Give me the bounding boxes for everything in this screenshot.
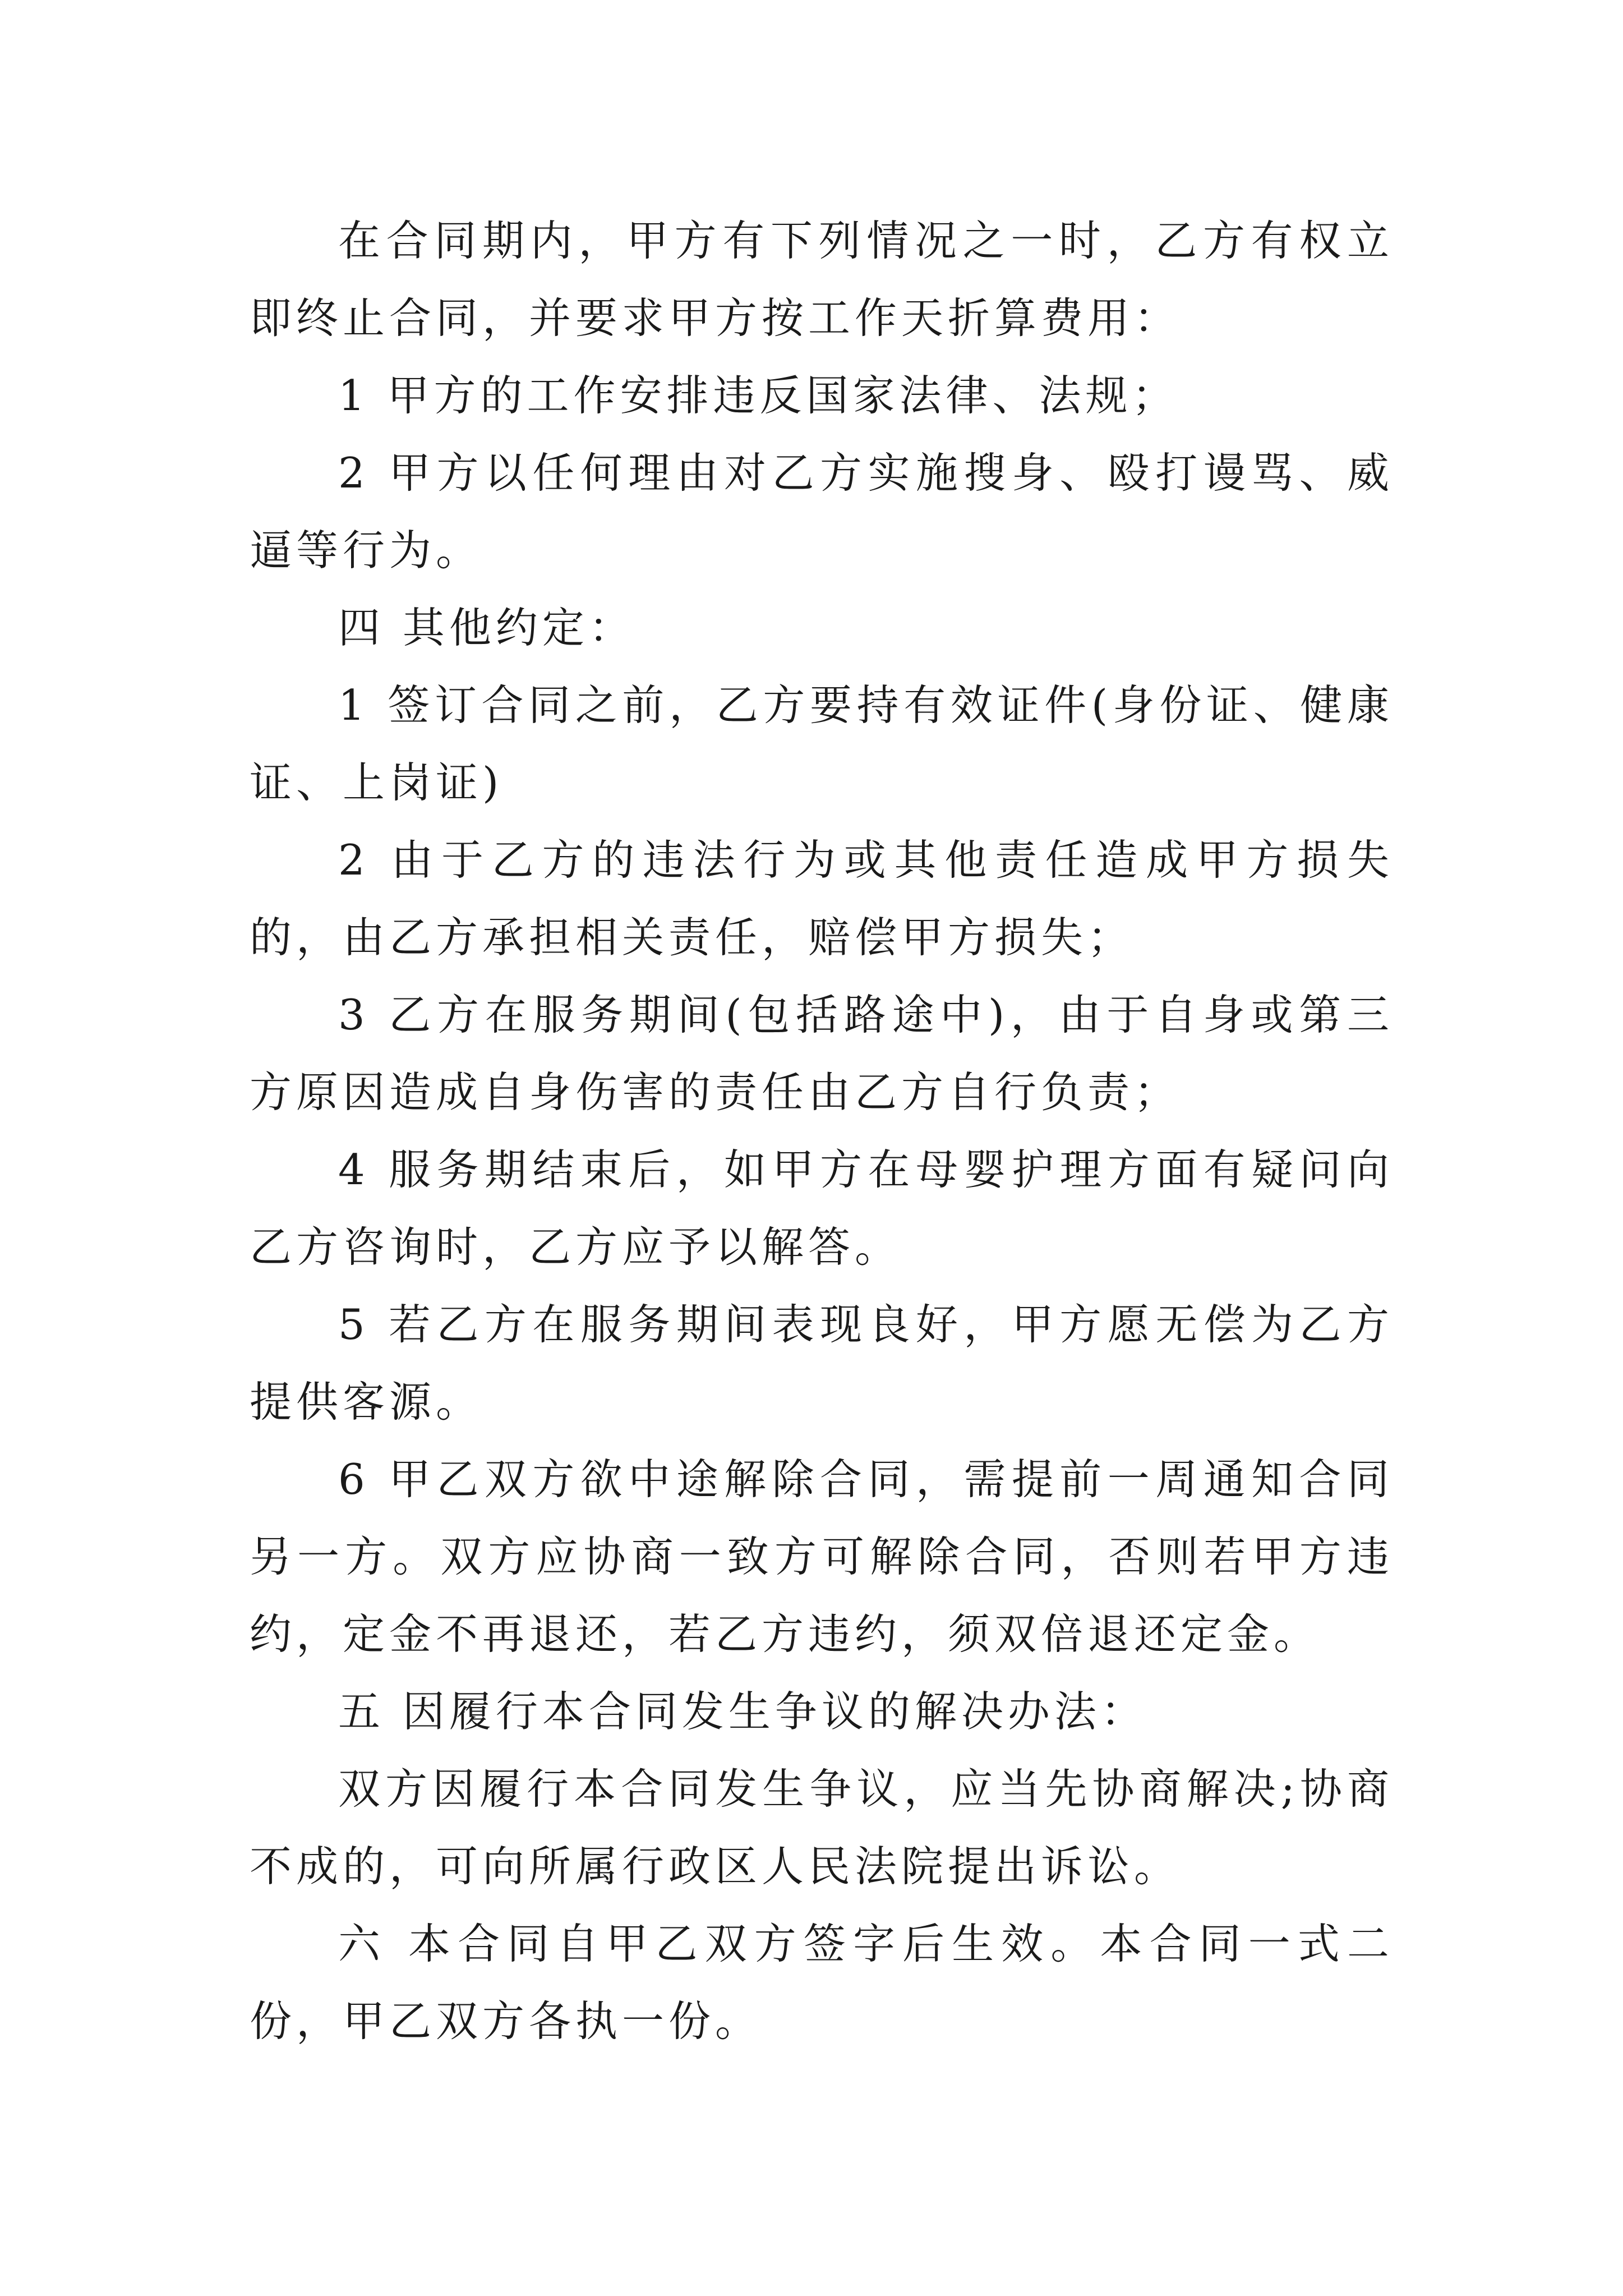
paragraph-termination-rights: 在合同期内，甲方有下列情况之一时，乙方有权立即终止合同，并要求甲方按工作天折算费用： — [250, 216, 1394, 343]
paragraph-other-1-certificates: 1 签订合同之前，乙方要持有效证件(身份证、健康证、上岗证) — [250, 680, 1394, 807]
paragraph-dispute-resolution: 双方因履行本合同发生争议，应当先协商解决;协商不成的，可向所属行政区人民法院提出诉讼。 — [250, 1764, 1394, 1891]
paragraph-other-6-early-termination: 6 甲乙双方欲中途解除合同，需提前一周通知合同另一方。双方应协商一致方可解除合同，否则若甲方违约，定金不再退还，若乙方违约，须双倍退还定金。 — [250, 1455, 1394, 1659]
paragraph-effective-clause: 六 本合同自甲乙双方签字后生效。本合同一式二份，甲乙双方各执一份。 — [250, 1919, 1394, 2046]
section-heading-other-terms: 四 其他约定： — [338, 603, 635, 652]
paragraph-other-3-injury: 3 乙方在服务期间(包括路途中)，由于自身或第三方原因造成自身伤害的责任由乙方自行负责； — [250, 990, 1394, 1117]
section-heading-dispute-resolution: 五 因履行本合同发生争议的解决办法： — [338, 1687, 1147, 1736]
paragraph-item-1-law-violation: 1 甲方的工作安排违反国家法律、法规； — [338, 371, 1179, 420]
paragraph-other-5-referrals: 5 若乙方在服务期间表现良好，甲方愿无偿为乙方提供客源。 — [250, 1300, 1394, 1427]
paragraph-other-2-liability: 2 由于乙方的违法行为或其他责任造成甲方损失的，由乙方承担相关责任，赔偿甲方损失； — [250, 835, 1394, 962]
paragraph-item-2-abuse: 2 甲方以任何理由对乙方实施搜身、殴打谩骂、威逼等行为。 — [250, 448, 1394, 575]
paragraph-other-4-consultation: 4 服务期结束后，如甲方在母婴护理方面有疑问向乙方咨询时，乙方应予以解答。 — [250, 1145, 1394, 1272]
contract-text — [250, 202, 1394, 2060]
